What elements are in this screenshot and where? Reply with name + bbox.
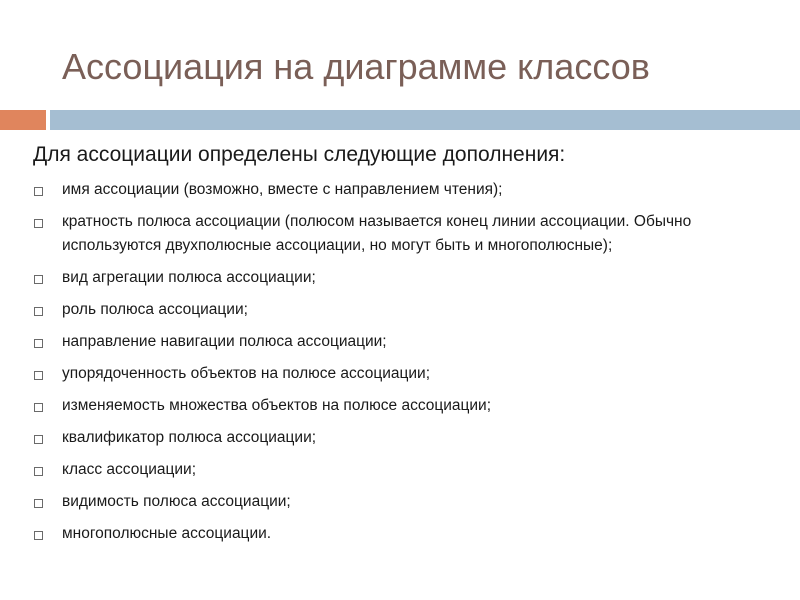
- bullet-text: квалификатор полюса ассоциации;: [62, 429, 317, 446]
- bullet-text: класс ассоциации;: [62, 461, 196, 478]
- list-item: [33, 458, 773, 482]
- list-item: [33, 178, 773, 202]
- bullet-text: направление навигации полюса ассоциации;: [62, 333, 387, 350]
- bullet-list: [33, 178, 773, 546]
- list-item: [33, 426, 773, 450]
- bullet-text: упорядоченность объектов на полюсе ассоциации;: [62, 365, 431, 382]
- square-bullet-icon: [34, 187, 43, 196]
- square-bullet-icon: [34, 467, 43, 476]
- bullet-text: роль полюса ассоциации;: [62, 301, 248, 318]
- square-bullet-icon: [34, 403, 43, 412]
- square-bullet-icon: [34, 371, 43, 380]
- title-accent-bar-orange: [0, 110, 46, 130]
- bullet-text: кратность полюса ассоциации (полюсом называется конец линии ассоциации. Обычно используются двухполюсные ассоциации, но могут быть и многополюсные);: [62, 213, 692, 254]
- slide-body: [33, 140, 773, 554]
- bullet-text: многополюсные ассоциации.: [62, 525, 272, 542]
- square-bullet-icon: [34, 435, 43, 444]
- bullet-text: имя ассоциации (возможно, вместе с направлением чтения);: [62, 181, 503, 198]
- list-item: [33, 362, 773, 386]
- square-bullet-icon: [34, 307, 43, 316]
- list-item: [33, 490, 773, 514]
- bullet-text: изменяемость множества объектов на полюсе ассоциации;: [62, 397, 492, 414]
- title-accent-bar-blue: [50, 110, 800, 130]
- list-item: [33, 330, 773, 354]
- list-item: [33, 522, 773, 546]
- list-item: [33, 266, 773, 290]
- square-bullet-icon: [34, 499, 43, 508]
- bullet-text: вид агрегации полюса ассоциации;: [62, 269, 316, 286]
- list-item: [33, 210, 773, 258]
- intro-text: Для ассоциации определены следующие дополнения:: [33, 143, 566, 166]
- list-item: [33, 394, 773, 418]
- square-bullet-icon: [34, 339, 43, 348]
- slide-title: Ассоциация на диаграмме классов: [62, 46, 650, 87]
- square-bullet-icon: [34, 219, 43, 228]
- list-item: [33, 298, 773, 322]
- square-bullet-icon: [34, 275, 43, 284]
- square-bullet-icon: [34, 531, 43, 540]
- bullet-text: видимость полюса ассоциации;: [62, 493, 291, 510]
